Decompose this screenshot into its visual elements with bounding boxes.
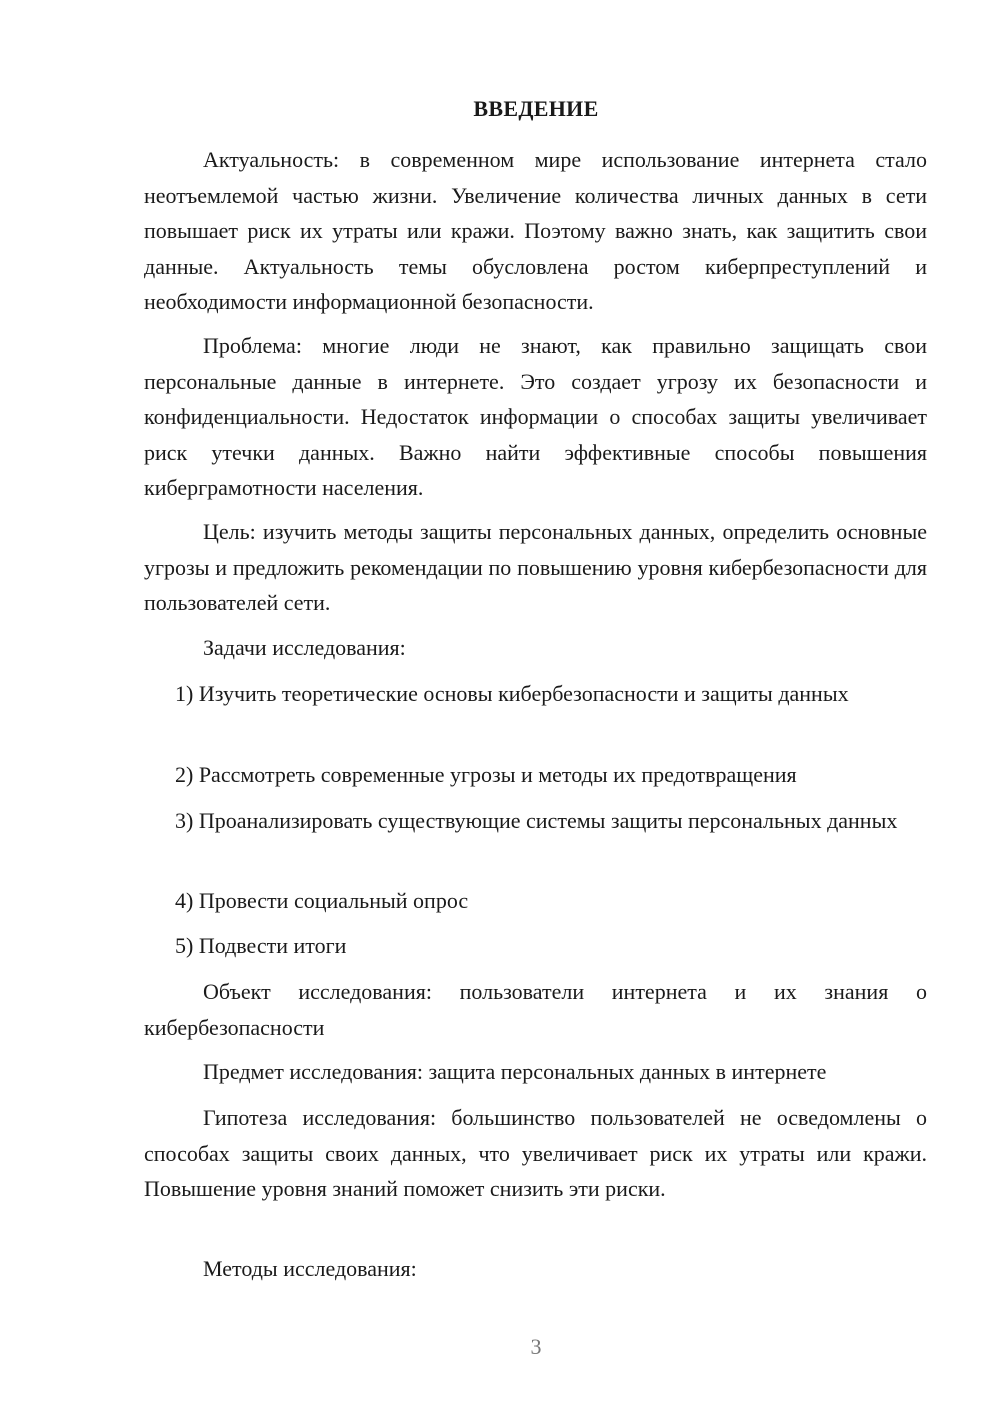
object-paragraph: Объект исследования: пользователи интернета и их знания о кибербезопасности	[144, 979, 927, 1040]
task-item-1: 1) Изучить теоретические основы кибербезопасности и защиты данных	[175, 681, 849, 706]
hypothesis-paragraph: Гипотеза исследования: большинство пользователей не осведомлены о способах защиты своих данных, что увеличивает риск их утраты или кражи. Повышение уровня знаний поможет снизить эти риски.	[144, 1105, 927, 1202]
relevance-paragraph: Актуальность: в современном мире использование интернета стало неотъемлемой частью жизни. Увеличение количества личных данных в сети повышает риск их утраты или кражи. Поэтому важно знать, как защитить свои данные. Актуальность темы обусловлена ростом киберпреступлений и необходимости информационной безопасности.	[144, 147, 927, 315]
methods-heading: Методы исследования:	[203, 1256, 417, 1281]
task-item-2: 2) Рассмотреть современные угрозы и методы их предотвращения	[175, 762, 797, 787]
problem-paragraph: Проблема: многие люди не знают, как правильно защищать свои персональные данные в интернете. Это создает угрозу их безопасности и конфиденциальности. Недостаток информации о способах защиты увеличивает риск утечки данных. Важно найти эффективные способы повышения кибергрaмотности населения.	[144, 333, 927, 501]
goal-paragraph: Цель: изучить методы защиты персональных данных, определить основные угрозы и предложить рекомендации по повышению уровня кибербезопасности для пользователей сети.	[144, 519, 927, 616]
task-item-3: 3) Проанализировать существующие системы защиты персональных данных	[175, 808, 898, 833]
task-item-5: 5) Подвести итоги	[175, 933, 347, 958]
task-item-4: 4) Провести социальный опрос	[175, 888, 469, 913]
subject-paragraph: Предмет исследования: защита персональных данных в интернете	[203, 1059, 827, 1084]
section-title: ВВЕДЕНИЕ	[473, 96, 599, 121]
page-number: 3	[530, 1334, 542, 1359]
tasks-heading: Задачи исследования:	[203, 635, 406, 660]
